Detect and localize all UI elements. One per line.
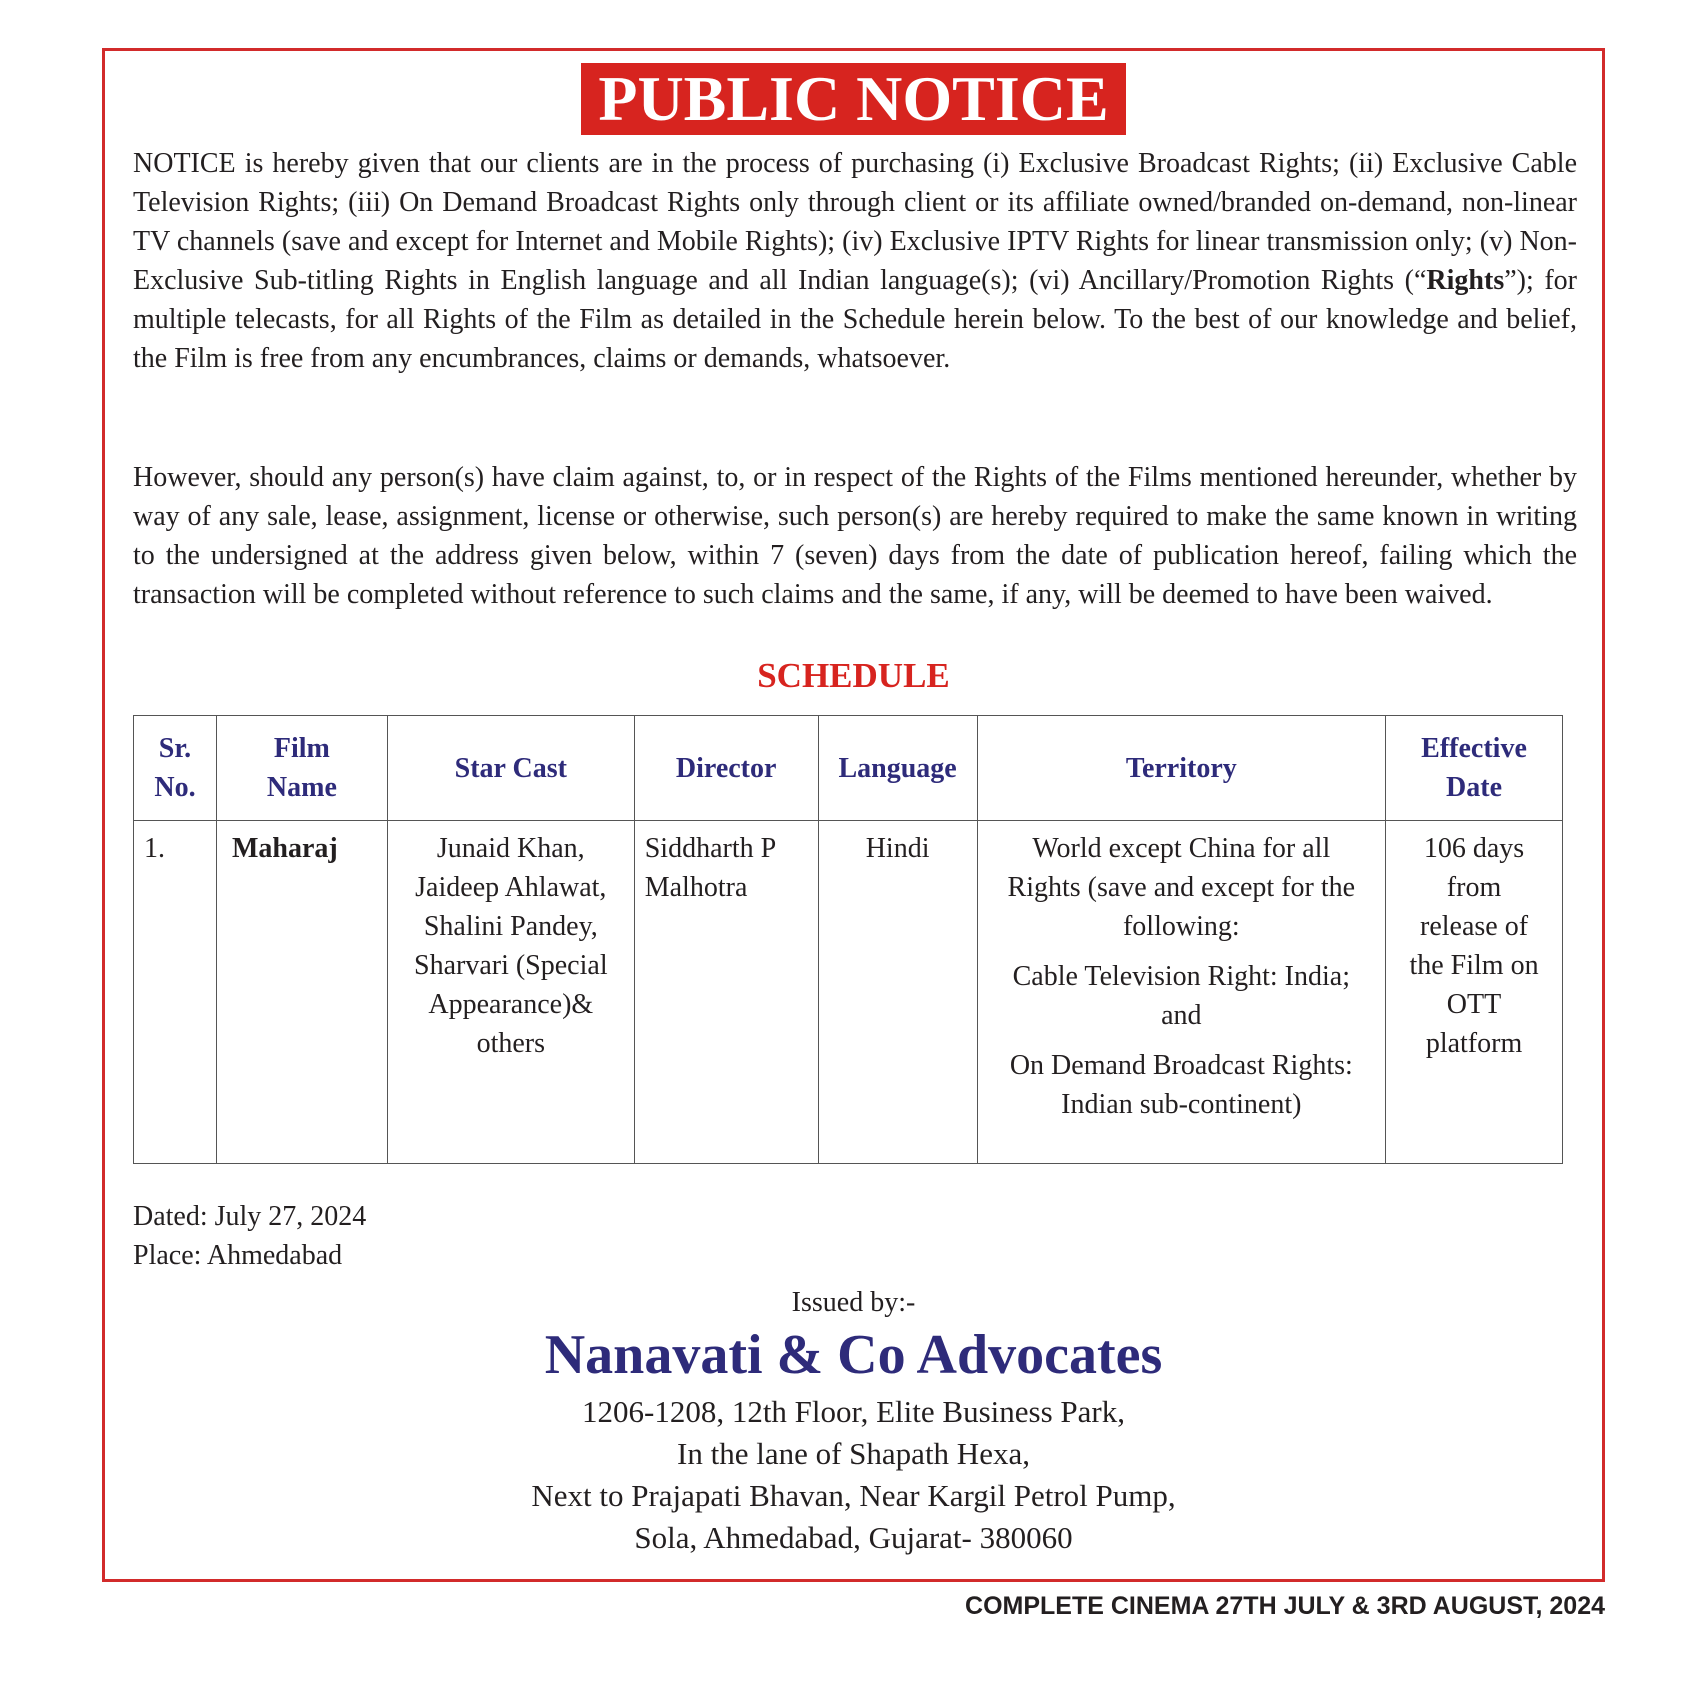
notice-paragraph-2: However, should any person(s) have claim against, to, or in respect of the Rights of the Films mentioned hereunder, whether by way of any sale, lease, assignment, license or otherwise, such person(s) are hereby required to make the same known in writing to the undersigned at the address given below, within 7 (seven) days from the date of publication hereof, failing which the transaction will be completed without reference to such claims and the same, if any, will be deemed to have been waived. bbox=[133, 462, 1577, 610]
effective-date-line: from bbox=[1446, 872, 1502, 903]
title-wrap bbox=[105, 63, 1602, 135]
header-effective-line1: Effective bbox=[1421, 733, 1527, 764]
star-cast-line: Appearance)& bbox=[428, 989, 594, 1020]
territory-line: following: bbox=[1122, 911, 1240, 942]
header-director: Director bbox=[634, 716, 818, 821]
header-film-line2: Name bbox=[266, 772, 337, 803]
schedule-heading: SCHEDULE bbox=[757, 656, 950, 695]
territory-line: Rights (save and except for the bbox=[1007, 872, 1356, 903]
paragraph-1-text-a: NOTICE is hereby given that our clients are in the process of purchasing (i) Exclusive Broadcast Rights; (ii) Exclusive Cable Television Rights; (iii) On Demand Broadcast Rights only through client or its affiliate owned/branded on-demand, non-linear TV channels (save and except for Internet and Mobile Rights); (iv) Exclusive IPTV Rights for linear transmission only; (v) Non-Exclusive Sub-titling Rights in English language and all Indian language(s); (vi) Ancillary/Promotion Rights (“ bbox=[133, 148, 1577, 296]
header-language: Language bbox=[818, 716, 977, 821]
dated-line: Dated: July 27, 2024 bbox=[133, 1201, 367, 1232]
address-line: Next to Prajapati Bhavan, Near Kargil Petrol Pump, bbox=[531, 1478, 1176, 1513]
header-sr-line2: No. bbox=[154, 772, 196, 803]
territory-line: and bbox=[1161, 1000, 1202, 1031]
header-effective-line2: Date bbox=[1446, 772, 1503, 803]
cell-film-name: Maharaj bbox=[216, 821, 387, 1164]
place-line: Place: Ahmedabad bbox=[133, 1240, 343, 1271]
territory-line: World except China for all bbox=[1032, 833, 1331, 864]
publication-footer: COMPLETE CINEMA 27TH JULY & 3RD AUGUST, 2024 bbox=[965, 1592, 1605, 1620]
header-sr-no bbox=[134, 716, 217, 821]
header-territory: Territory bbox=[977, 716, 1385, 821]
star-cast-line: others bbox=[476, 1028, 546, 1059]
table-row bbox=[134, 821, 1563, 1164]
table-header-row bbox=[134, 716, 1563, 821]
header-effective-date bbox=[1386, 716, 1563, 821]
star-cast-line: Shalini Pandey, bbox=[423, 911, 598, 942]
effective-date-line: release of bbox=[1420, 911, 1529, 942]
cell-star-cast bbox=[387, 821, 634, 1164]
star-cast-line: Jaideep Ahlawat, bbox=[415, 872, 607, 903]
territory-line: Cable Television Right: India; bbox=[1012, 961, 1350, 992]
director-line: Siddharth P bbox=[644, 833, 777, 864]
header-film-line1: Film bbox=[273, 733, 330, 764]
cell-director bbox=[634, 821, 818, 1164]
firm-name: Nanavati & Co Advocates bbox=[544, 1324, 1163, 1386]
date-place-block bbox=[133, 1197, 366, 1275]
star-cast-line: Junaid Khan, bbox=[436, 833, 585, 864]
cell-territory bbox=[977, 821, 1385, 1164]
address-block bbox=[105, 1391, 1602, 1559]
address-line: Sola, Ahmedabad, Gujarat- 380060 bbox=[634, 1520, 1073, 1555]
rights-term: Rights bbox=[1426, 265, 1505, 296]
header-star-cast: Star Cast bbox=[387, 716, 634, 821]
address-line: In the lane of Shapath Hexa, bbox=[677, 1436, 1030, 1471]
effective-date-line: OTT bbox=[1446, 989, 1502, 1020]
cell-effective-date bbox=[1386, 821, 1563, 1164]
cell-sr-no: 1. bbox=[134, 821, 217, 1164]
director-line: Malhotra bbox=[644, 872, 748, 903]
issued-by: Issued by:- bbox=[791, 1287, 916, 1318]
header-film-name bbox=[216, 716, 387, 821]
star-cast-line: Sharvari (Special bbox=[414, 950, 608, 981]
paragraph-1-text-b: ”); for multiple telecasts, for all Rights of the Film as detailed in the Schedule herein below. To the best of our knowledge and belief, the Film is free from any encumbrances, claims or demands, whatsoever. bbox=[133, 265, 1577, 374]
schedule-table bbox=[133, 715, 1563, 1164]
territory-line: Indian sub-continent) bbox=[1061, 1089, 1302, 1120]
territory-line: On Demand Broadcast Rights: bbox=[1009, 1050, 1353, 1081]
notice-title: PUBLIC NOTICE bbox=[581, 63, 1125, 135]
cell-language: Hindi bbox=[818, 821, 977, 1164]
effective-date-line: the Film on bbox=[1409, 950, 1539, 981]
address-line: 1206-1208, 12th Floor, Elite Business Park, bbox=[582, 1394, 1125, 1429]
notice-paragraph-1 bbox=[133, 144, 1577, 378]
notice-border bbox=[102, 48, 1605, 1582]
effective-date-line: 106 days bbox=[1423, 833, 1525, 864]
effective-date-line: platform bbox=[1425, 1028, 1523, 1059]
header-sr-line1: Sr. bbox=[158, 733, 192, 764]
